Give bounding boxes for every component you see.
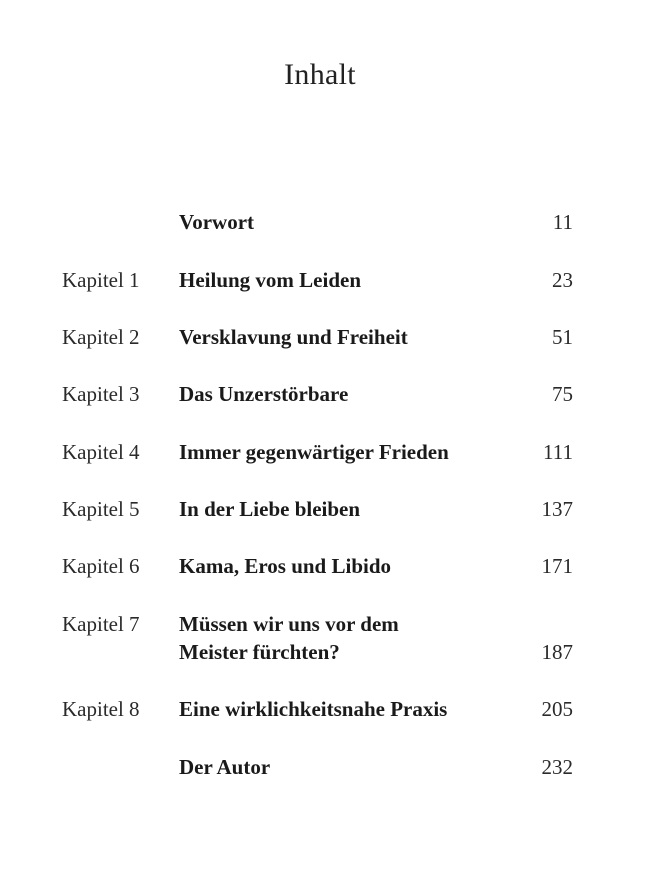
page-number: 75	[552, 382, 573, 406]
entry-title	[179, 610, 509, 666]
page-number: 111	[543, 440, 573, 464]
chapter-label: Kapitel 8	[62, 697, 140, 721]
chapter-label: Kapitel 2	[62, 325, 140, 349]
entry-title	[179, 208, 509, 236]
page-number: 11	[552, 210, 573, 234]
page-title: Inhalt	[284, 58, 356, 91]
entry-title-line: Das Unzerstörbare	[179, 382, 349, 406]
page-number: 171	[541, 554, 573, 578]
page-number: 205	[541, 697, 573, 721]
entry-title	[179, 438, 509, 466]
chapter-label: Kapitel 6	[62, 554, 140, 578]
entry-title-line: Heilung vom Leiden	[179, 268, 362, 292]
chapter-label: Kapitel 5	[62, 497, 140, 521]
entry-title	[179, 695, 509, 723]
chapter-label: Kapitel 4	[62, 440, 140, 464]
page-number: 23	[552, 268, 573, 292]
page-number: 51	[552, 325, 573, 349]
page-number: 187	[541, 640, 573, 664]
entry-title-line: Vorwort	[179, 210, 255, 234]
entry-title-line: Eine wirklichkeitsnahe Praxis	[179, 697, 448, 721]
page-number: 232	[541, 755, 573, 779]
entry-title	[179, 323, 509, 351]
chapter-label: Kapitel 7	[62, 612, 140, 636]
entry-title-line: Der Autor	[179, 755, 271, 779]
entry-title-line: Meister fürchten?	[179, 640, 340, 664]
chapter-label: Kapitel 1	[62, 268, 140, 292]
entry-title	[179, 753, 509, 781]
entry-title-line: Müssen wir uns vor dem	[179, 612, 399, 636]
entry-title	[179, 266, 509, 294]
entry-title-line: Kama, Eros und Libido	[179, 554, 392, 578]
entry-title-line: In der Liebe bleiben	[179, 497, 361, 521]
entry-title-line: Versklavung und Freiheit	[179, 325, 408, 349]
entry-title	[179, 552, 509, 580]
entry-title	[179, 495, 509, 523]
chapter-label: Kapitel 3	[62, 382, 140, 406]
entry-title	[179, 380, 509, 408]
page-number: 137	[541, 497, 573, 521]
entry-title-line: Immer gegenwärtiger Frieden	[179, 440, 449, 464]
